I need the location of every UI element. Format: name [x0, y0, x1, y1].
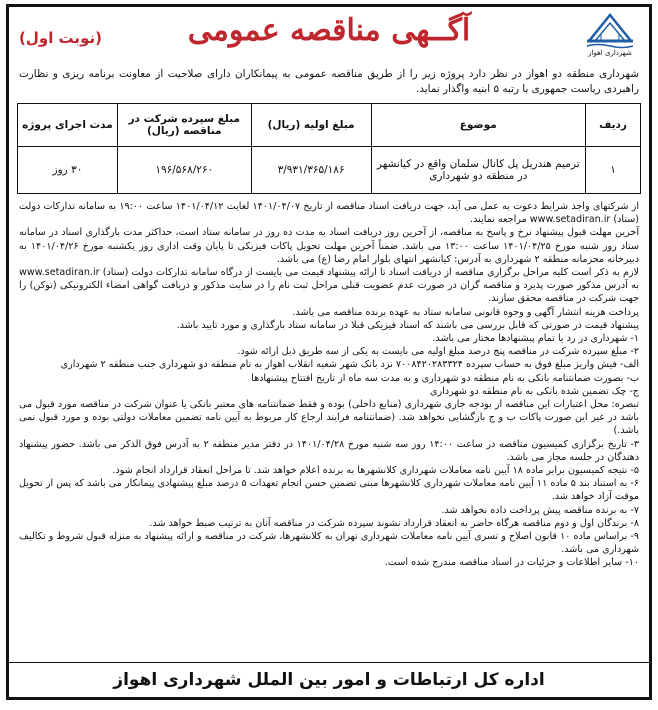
- paragraph: الف- فیش واریز مبلغ فوق به حساب سپرده ۷۰۰۸۴۲۰۲۸۳۳۲۴ نزد بانک شهر شعبه انقلاب اهواز به نام منطقه دو شهرداری جنب منطقه ۲ شهرداری: [60, 359, 639, 371]
- notice-header: [9, 7, 649, 63]
- col-header-subject: موضوع: [371, 104, 586, 147]
- paragraph: ۸- برندگان اول و دوم مناقصه هرگاه حاضر به انعقاد قرارداد نشوند سپرده شرکت در مناقصه آنان به ترتیب ضبط خواهد شد.: [149, 517, 639, 529]
- round-label: (نوبت اول): [19, 29, 102, 47]
- publisher-footer: اداره کل ارتباطات و امور بین الملل شهرداری اهواز: [9, 662, 649, 697]
- paragraph: ۳- تاریخ برگزاری کمیسیون مناقصه در ساعت ۱۴:۰۰ روز سه شنبه مورخ ۱۴۰۱/۰۴/۲۸ در دفتر مدیر منطقه ۲ به آدرس فوق الذکر می باشد. حضور پیشنهاد دهندگان در جلسه مجاز می باشد.: [19, 438, 639, 463]
- cell-row-number: ۱: [586, 147, 641, 194]
- col-header-initial-amount: مبلغ اولیه (ریال): [251, 104, 371, 147]
- paragraph: ۶- به استناد بند ۵ ماده ۱۱ آیین نامه معاملات شهرداری کلانشهرها مبنی تضمین حسن انجام تعهدات ۵ درصد مبلغ پیشنهادی پیمانکار می باشد که پس از تحویل موقت آزاد خواهد شد.: [19, 478, 640, 503]
- table-header-row: [18, 104, 641, 147]
- paragraph: ج- چک تضمین شده بانکی به نام منطقه دو شهرداری: [430, 385, 639, 397]
- conditions-text: [19, 200, 639, 570]
- col-header-duration: مدت اجرای پروژه: [18, 104, 118, 147]
- notice-title: آگــهی مناقصه عمومی: [187, 13, 471, 48]
- col-header-deposit-amount: مبلغ سپرده شرکت در مناقصه (ریال): [117, 104, 251, 147]
- paragraph: ۱۰- سایر اطلاعات و جزئیات در اسناد مناقصه مندرج شده است.: [384, 557, 639, 569]
- tender-table: [17, 103, 641, 194]
- paragraph: لازم به ذکر است کلیه مراحل برگزاری مناقصه از دریافت اسناد تا ارائه پیشنهاد قیمت می بایست از درگاه سامانه تدارکات دولت (ستاد) www.setadiran.ir به آدرس مذکور صورت پذیرد و مناقصه گران در صورت عدم عضویت قبلی مراحل ثبت نام را در سایت مذکور و دریافت گواهی امضاء الکترونیکی (توکن) را جهت شرکت در مناقصه محقق سازند.: [19, 267, 639, 305]
- cell-duration: ۳۰ روز: [18, 147, 118, 194]
- paragraph: ۷- به برنده مناقصه پیش پرداخت داده نخواهد شد.: [441, 504, 639, 516]
- paragraph: ۵- نتیجه کمیسیون برابر ماده ۱۸ آیین نامه معاملات شهرداری کلانشهرها به برنده اعلام خواهد شد. تا مراحل انعقاد قرارداد انجام شود.: [112, 465, 639, 477]
- table-row: [18, 147, 641, 194]
- logo-caption: شهرداری اهواز: [588, 49, 632, 57]
- paragraph: ۱- شهرداری در رد یا تمام پیشنهادها مختار می باشد.: [432, 333, 639, 345]
- paragraph: ۹- براساس ماده ۱۰ قانون اصلاح و تسری آیین نامه معاملات شهرداری تهران به کلانشهرها، شرکت در مناقصه و ارائه پیشنهاد به منزله قبول شروط و تکالیف شهرداری می باشد.: [19, 531, 639, 556]
- tender-notice: [6, 4, 652, 700]
- col-header-row-number: ردیف: [586, 104, 641, 147]
- intro-text: شهرداری منطقه دو اهواز در نظر دارد پروژه زیر را از طریق مناقصه عمومی به پیمانکاران دارای صلاحیت از معاونت برنامه ریزی و نظارت راهبردی ریاست جمهوری با رتبه ۵ ابنیه واگذار نماید.: [19, 68, 639, 95]
- cell-subject: ترمیم هندریل پل کانال سلمان واقع در کیانشهر در منطقه دو شهرداری: [371, 147, 586, 194]
- cell-deposit-amount: ۱۹۶/۵۶۸/۲۶۰: [117, 147, 251, 194]
- paragraph: از شرکتهای واجد شرایط دعوت به عمل می آید، جهت دریافت اسناد مناقصه از تاریخ ۱۴۰۱/۰۴/۰۷ لغایت ۱۴۰۱/۰۴/۱۲ ساعت ۱۹:۰۰ به سامانه تدارکات دولت (ستاد) www.setadiran.ir مراجعه نمایند.: [19, 201, 639, 226]
- paragraph: آخرین مهلت قبول پیشنهاد نرخ و پاسخ به مناقصه، از آخرین روز دریافت اسناد به مدت ده روز در سامانه ستاد است، حداکثر مدت بارگذاری اسناد در سامانه ستاد روز شنبه مورخ ۱۴۰۱/۰۴/۲۵ ساعت ۱۳:۰۰ می باشد. ضمناً آخرین مهلت تحویل پاکات فیزیکی تا پایان وقت اداری روز یکشنبه مورخ ۱۴۰۱/۰۴/۲۶ به دبیرخانه محرمانه منطقه ۲ شهرداری به آدرس: کیانشهر انتهای بلوار امام رضا (ع) می باشد.: [19, 227, 639, 265]
- cell-initial-amount: ۳/۹۳۱/۳۶۵/۱۸۶: [251, 147, 371, 194]
- paragraph: ب- بصورت ضمانتنامه بانکی به نام منطقه دو شهرداری و به مدت سه ماه از تاریخ افتتاح پیشنهادها: [251, 372, 639, 384]
- paragraph: تبصره: محل اعتبارات این مناقصه از بودجه جاری شهرداری (منابع داخلی) بوده و فقط ضمانتنامه های معتبر بانکی یا عنوان شرکت در مناقصه مورد قبول می باشد در غیر این صورت پاکات ب و ج بازگشایی نخواهد شد. (ضمانتنامه فرایند ارجاع کار مربوط به آیین نامه تضمین معاملات دولتی بوده و مورد قبول نمی باشد.): [19, 399, 639, 437]
- paragraph: پیشنهاد قیمت در صورتی که قابل بررسی می باشند که اسناد فیزیکی قبلا در سامانه ستاد بارگذاری و مورد تایید باشد.: [176, 319, 639, 331]
- paragraph: پرداخت هزینه انتشار آگهی و وجوه قانونی سامانه ستاد به عهده برنده مناقصه می باشد.: [292, 306, 639, 318]
- paragraph: ۲- مبلغ سپرده شرکت در مناقصه پنج درصد مبلغ اولیه می بایست به یکی از سه طریق ذیل ارائه شود.: [237, 346, 639, 358]
